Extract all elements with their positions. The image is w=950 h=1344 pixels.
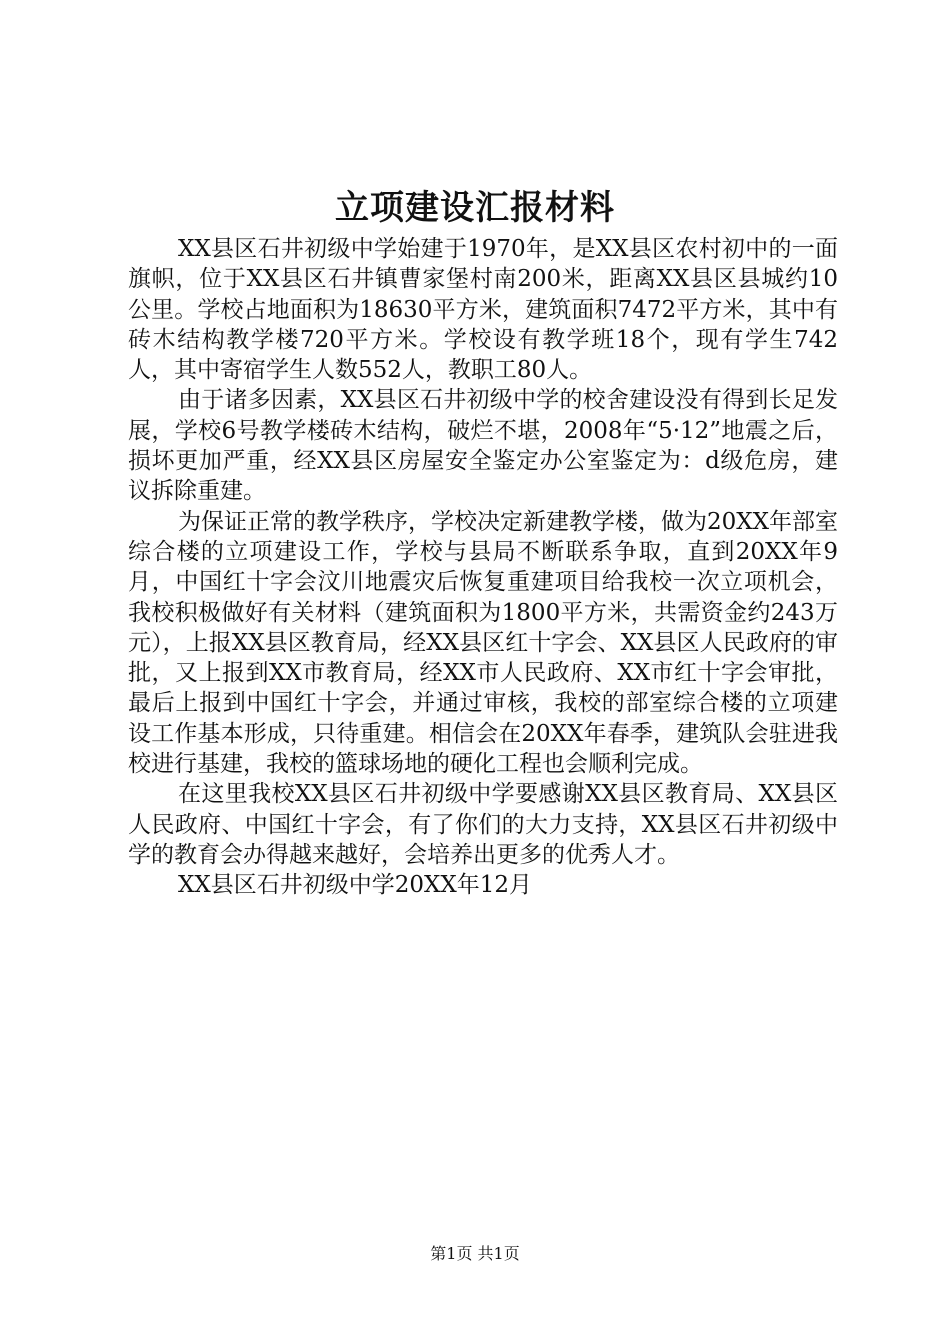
paragraph-building-damage: 由于诸多因素，XX县区石井初级中学的校舍建设没有得到长足发展，学校6号教学楼砖木结构，破烂不堪，2008年“5·12”地震之后，损坏更加严重，经XX县区房屋安全鉴定办公室鉴定为：d级危房，建议拆除重建。	[128, 387, 838, 505]
paragraph-project-approval: 为保证正常的教学秩序，学校决定新建教学楼，做为20XX年部室综合楼的立项建设工作，学校与县局不断联系争取，直到20XX年9月，中国红十字会汶川地震灾后恢复重建项目给我校一次立项机会，我校积极做好有关材料（建筑面积为1800平方米，共需资金约243万元），上报XX县区教育局，经XX县区红十字会、XX县区人民政府的审批，又上报到XX市教育局，经XX市人民政府、XX市红十字会审批，最后上报到中国红十字会，并通过审核，我校的部室综合楼的立项建设工作基本形成，只待重建。相信会在20XX年春季，建筑队会驻进我校进行基建，我校的篮球场地的硬化工程也会顺利完成。	[128, 508, 839, 778]
paragraph-school-overview: XX县区石井初级中学始建于1970年，是XX县区农村初中的一面旗帜，位于XX县区石井镇曹家堡村南200米，距离XX县区县城约10公里。学校占地面积为18630平方米，建筑面积7472平方米，其中有砖木结构教学楼720平方米。学校设有教学班18个，现有学生742人，其中寄宿学生人数552人，教职工80人。	[128, 236, 838, 384]
document-signature: XX县区石井初级中学20XX年12月	[178, 872, 533, 899]
document-body	[128, 234, 838, 901]
paragraph-acknowledgement: 在这里我校XX县区石井初级中学要感谢XX县区教育局、XX县区人民政府、中国红十字会，有了你们的大力支持，XX县区石井初级中学的教育会办得越来越好，会培养出更多的优秀人才。	[128, 781, 838, 868]
document-title: 立项建设汇报材料	[335, 188, 615, 228]
page-number: 第1页 共1页	[430, 1244, 520, 1263]
